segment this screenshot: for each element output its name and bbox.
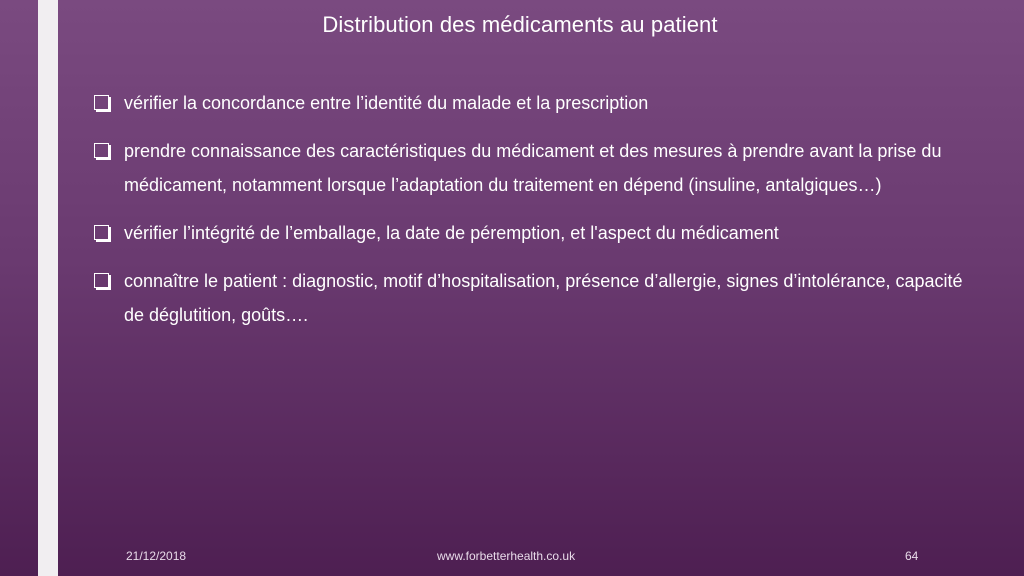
bullet-text: vérifier l’intégrité de l’emballage, la date de péremption, et l'aspect du médicament	[124, 223, 779, 243]
checkbox-icon	[94, 95, 109, 110]
bullet-text: vérifier la concordance entre l’identité du malade et la prescription	[124, 93, 649, 113]
slide-title: Distribution des médicaments au patient	[322, 12, 718, 37]
bullet-list	[92, 86, 972, 346]
checkbox-icon	[94, 225, 109, 240]
bullet-item	[92, 134, 972, 202]
side-accent-bar	[38, 0, 58, 576]
checkbox-icon	[94, 273, 109, 288]
bullet-text: prendre connaissance des caractéristiques du médicament et des mesures à prendre avant la prise du médicament, notamment lorsque l’adaptation du traitement en dépend (insuline, antalgiques…)	[124, 141, 942, 195]
checkbox-icon	[94, 143, 109, 158]
bullet-item	[92, 216, 972, 250]
bullet-item	[92, 264, 972, 332]
footer-website: www.forbetterhealth.co.uk	[437, 549, 576, 563]
bullet-item	[92, 86, 972, 120]
bullet-text: connaître le patient : diagnostic, motif d’hospitalisation, présence d’allergie, signes d’intolérance, capacité de déglutition, goûts….	[124, 271, 963, 325]
footer-date: 21/12/2018	[126, 549, 187, 563]
page-number: 64	[905, 549, 919, 563]
